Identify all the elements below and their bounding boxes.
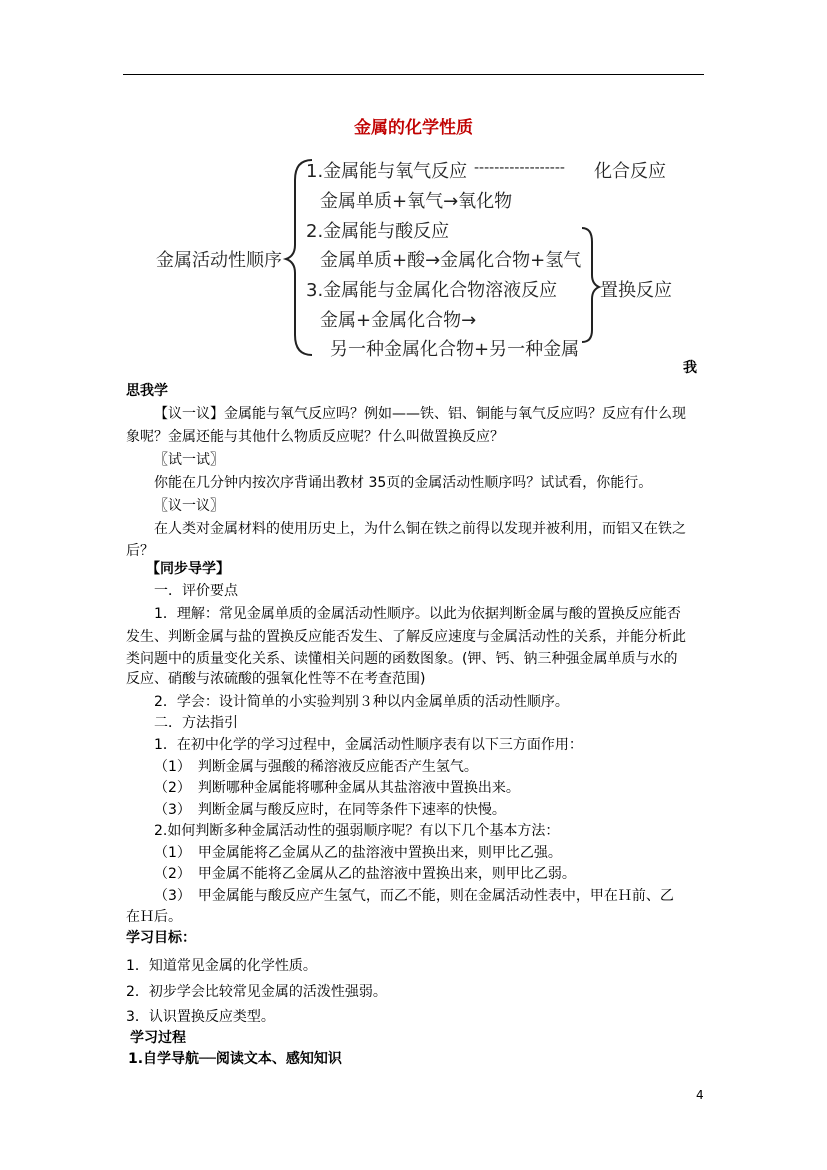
point1-line4: 反应、硝酸与浓硫酸的强氧化性等不在考查范围)	[126, 671, 426, 687]
diagram-item-3: 2.金属能与酸反应	[306, 221, 450, 242]
sync-heading: 【同步导学】	[146, 561, 230, 577]
method2-item1: （1） 甲金属能将乙金属从乙的盐溶液中置换出来，则甲比乙强。	[154, 845, 562, 861]
discuss1-line2: 象呢？金属还能与其他什么物质反应呢？什么叫做置换反应？	[126, 429, 504, 445]
diagram-item-5: 3.金属能与金属化合物溶液反应	[306, 280, 558, 301]
combination-reaction-label: 化合反应	[594, 161, 666, 182]
point1-line1: 1．理解：常见金属单质的金属活动性顺序。以此为依据判断金属与酸的置换反应能否	[154, 606, 681, 622]
discuss2-line1: 在人类对金属材料的使用历史上，为什么铜在铁之前得以发现并被利用，而铝又在铁之	[154, 521, 686, 537]
diagram-item-6: 金属+金属化合物→	[320, 310, 477, 331]
section1-heading: 一．评价要点	[154, 583, 238, 599]
diagram-item-1: 1.金属能与氧气反应	[306, 161, 468, 182]
method2-item2: （2） 甲金属不能将乙金属从乙的盐溶液中置换出来，则甲比乙弱。	[154, 866, 576, 882]
section2-heading: 二．方法指引	[154, 715, 238, 731]
step1-heading: 1.自学导航──阅读文本、感知知识	[128, 1051, 342, 1067]
reaction-diagram	[150, 150, 690, 360]
left-brace	[286, 160, 312, 355]
diagram-dashes: ------------------	[474, 160, 565, 176]
method2-item3-line1: （3） 甲金属能与酸反应产生氢气，而乙不能，则在金属活动性表中，甲在Ｈ前、乙	[154, 888, 674, 904]
try-label: 〖试一试〗	[154, 452, 224, 468]
point1-line3: 类问题中的质量变化关系、读懂相关问题的函数图象。(钾、钙、钠三种强金属单质与水的	[126, 651, 678, 667]
goal-1: 1．知道常见金属的化学性质。	[126, 958, 317, 974]
method1-item1: （1） 判断金属与强酸的稀溶液反应能否产生氢气。	[154, 759, 478, 775]
body-wo: 我	[683, 360, 697, 376]
goals-heading: 学习目标：	[126, 930, 196, 946]
discuss2-label: 〖议一议〗	[154, 498, 224, 514]
diagram-item-2: 金属单质+氧气→氧化物	[320, 191, 513, 212]
method1-item2: （2） 判断哪种金属能将哪种金属从其盐溶液中置换出来。	[154, 780, 520, 796]
diagram-item-7: 另一种金属化合物+另一种金属	[330, 339, 580, 360]
diagram-item-4: 金属单质+酸→金属化合物+氢气	[320, 250, 582, 271]
point2: 2．学会：设计简单的小实验判别３种以内金属单质的活动性顺序。	[154, 694, 569, 710]
method1-item3: （3） 判断金属与酸反应时，在同等条件下速率的快慢。	[154, 802, 506, 818]
right-brace	[582, 228, 599, 342]
point1-line2: 发生、判断金属与盐的置换反应能否发生、了解反应速度与金属活动性的关系，并能分析此	[126, 629, 686, 645]
try-text: 你能在几分钟内按次序背诵出教材 35页的金属活动性顺序吗？试试看，你能行。	[154, 475, 653, 491]
discuss2-line2: 后？	[126, 543, 154, 559]
goal-2: 2．初步学会比较常见金属的活泼性强弱。	[126, 984, 387, 1000]
process-heading: 学习过程	[130, 1030, 186, 1046]
displacement-reaction-label: 置换反应	[600, 280, 672, 301]
page-number: 4	[696, 1088, 704, 1102]
method2: 2.如何判断多种金属活动性的强弱顺序呢？有以下几个基本方法：	[154, 823, 560, 839]
goal-3: 3．认识置换反应类型。	[126, 1009, 275, 1025]
header-rule	[123, 74, 704, 75]
think-heading: 思我学	[126, 383, 168, 399]
discuss1-line1: 【议一议】金属能与氧气反应吗？例如——铁、铝、铜能与氧气反应吗？反应有什么现	[154, 406, 686, 422]
diagram-root: 金属活动性顺序	[156, 250, 282, 271]
method1: 1．在初中化学的学习过程中，金属活动性顺序表有以下三方面作用：	[154, 737, 583, 753]
page-title: 金属的化学性质	[354, 118, 473, 138]
method2-item3-line2: 在Ｈ后。	[126, 909, 182, 925]
